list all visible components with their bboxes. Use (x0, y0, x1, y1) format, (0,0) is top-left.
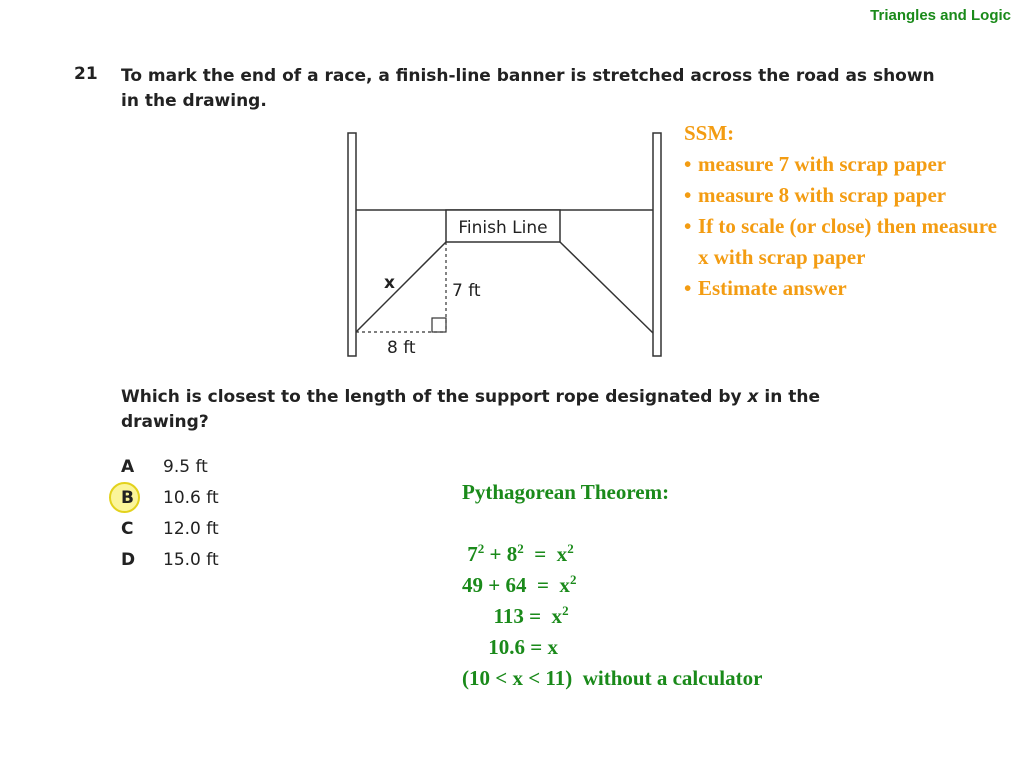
right-pole (653, 133, 661, 356)
ssm-list (684, 149, 998, 304)
choice-value: 10.6 ft (163, 487, 219, 508)
choice-value: 15.0 ft (163, 549, 219, 570)
ssm-item: • measure 7 with scrap paper (684, 149, 998, 180)
choice-d[interactable] (121, 544, 219, 575)
base-label: 8 ft (387, 338, 416, 358)
banner-label: Finish Line (458, 218, 548, 238)
ssm-title: SSM: (684, 121, 735, 145)
choice-letter: D (121, 549, 136, 570)
slide-header: Triangles and Logic (870, 7, 1011, 24)
ssm-item: • Estimate answer (684, 273, 998, 304)
right-rope (560, 242, 653, 333)
question-prompt: Which is closest to the length of the support rope designated by x in the drawing? (121, 387, 821, 432)
choice-a[interactable] (121, 451, 219, 482)
choice-value: 12.0 ft (163, 518, 219, 539)
finish-line-diagram (340, 128, 680, 363)
equation-3: $113 = x^2$ (462, 603, 569, 628)
ssm-notes (684, 118, 998, 304)
right-angle-mark (432, 318, 446, 332)
equation-4: 10.6 = x (462, 635, 558, 659)
height-label: 7 ft (452, 281, 481, 301)
pythagorean-title: Pythagorean Theorem: (462, 480, 670, 504)
choice-value: 9.5 ft (163, 456, 208, 477)
equation-5: (10 < x < 11) without a calculator (462, 666, 763, 690)
question-text: To mark the end of a race, a finish-line banner is stretched across the road as shown in the drawing. (121, 66, 935, 111)
equation-2: $49 + 64 = x^2$ (462, 572, 577, 597)
ssm-item: • If to scale (or close) then measure x with scrap paper (684, 211, 998, 273)
answer-choices (121, 451, 219, 575)
choice-letter: C (121, 518, 134, 539)
choice-letter: B (121, 487, 134, 508)
choice-c[interactable] (121, 513, 219, 544)
question-number: 21 (74, 64, 98, 84)
pythagorean-notes (462, 477, 762, 694)
rope-label-x: x (384, 273, 395, 293)
equation-1: $7^2 + 8^2 = x^2$ (462, 541, 574, 566)
choice-b[interactable] (121, 482, 219, 513)
prompt-variable: x (747, 387, 759, 407)
left-pole (348, 133, 356, 356)
ssm-item: • measure 8 with scrap paper (684, 180, 998, 211)
choice-letter: A (121, 456, 135, 477)
